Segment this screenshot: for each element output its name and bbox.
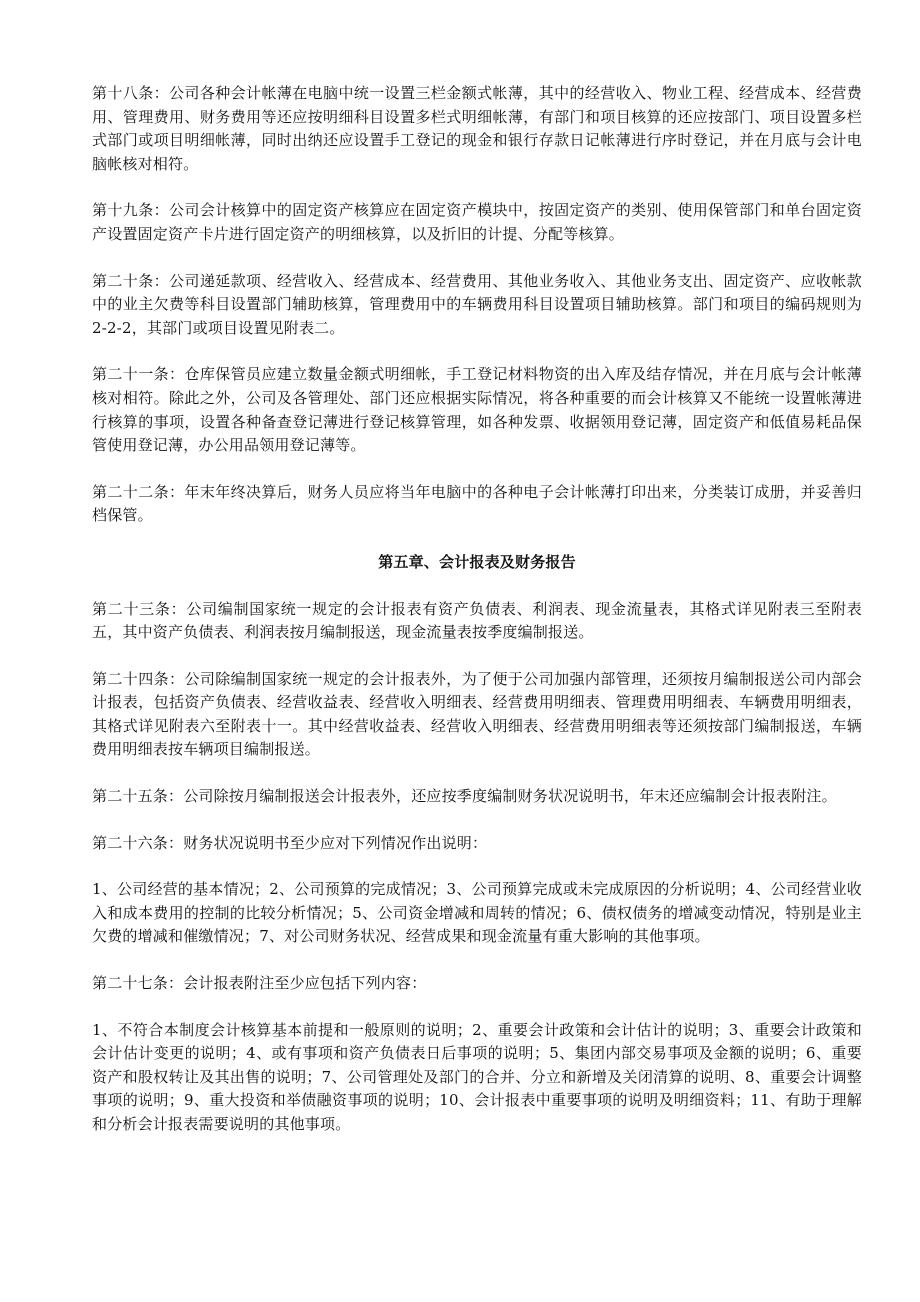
article-18: 第十八条：公司各种会计帐薄在电脑中统一设置三栏金额式帐薄，其中的经营收入、物业工程、经营成本、经营费用、管理费用、财务费用等还应按明细科目设置多栏式明细帐薄，有部门和项目核算的还应按部门、项目设置多栏式部门或项目明细帐薄，同时出纳还应设置手工登记的现金和银行存款日记帐薄进行序时登记，并在月底与会计电脑帐核对相符。 [92, 84, 862, 173]
article-27-list: 1、不符合本制度会计核算基本前提和一般原则的说明；2、重要会计政策和会计估计的说明；3、重要会计政策和会计估计变更的说明；4、或有事项和资产负债表日后事项的说明；5、集团内部交易事项及金额的说明；6、重要资产和股权转让及其出售的说明；7、公司管理处及部门的合并、分立和新增及关闭清算的说明、8、重要会计调整事项的说明；9、重大投资和举债融资事项的说明；10、会计报表中重要事项的说明及明细资料；11、有助于理解和分析会计报表需要说明的其他事项。 [92, 1020, 862, 1133]
article-21: 第二十一条：仓库保管员应建立数量金额式明细帐，手工登记材料物资的出入库及结存情况，并在月底与会计帐薄核对相符。除此之外，公司及各管理处、部门还应根据实际情况，将各种重要的而会计核算又不能统一设置帐薄进行核算的事项，设置各种备查登记薄进行登记核算管理，如各种发票、收据领用登记薄，固定资产和低值易耗品保管使用登记薄，办公用品领用登记薄等。 [92, 365, 862, 455]
article-26: 第二十六条：财务状况说明书至少应对下列情况作出说明： [92, 833, 488, 852]
article-22: 第二十二条：年末年终决算后，财务人员应将当年电脑中的各种电子会计帐薄打印出来，分类装订成册，并妥善归档保管。 [92, 482, 862, 525]
article-26-list: 1、公司经营的基本情况；2、公司预算的完成情况；3、公司预算完成或未完成原因的分析说明；4、公司经营业收入和成本费用的控制的比较分析情况；5、公司资金增减和周转的情况；6、债权债务的增减变动情况，特别是业主欠费的增减和催缴情况；7、对公司财务状况、经营成果和现金流量有重大影响的其他事项。 [92, 880, 862, 946]
article-27: 第二十七条：会计报表附注至少应包括下列内容： [92, 974, 427, 993]
document-page [92, 82, 862, 1160]
article-20: 第二十条：公司递延款项、经营收入、经营成本、经营费用、其他业务收入、其他业务支出、固定资产、应收帐款中的业主欠费等科目设置部门辅助核算，管理费用中的车辆费用科目设置项目辅助核算。部门和项目的编码规则为 2-2-2，其部门或项目设置见附表二。 [92, 271, 862, 337]
article-23: 第二十三条：公司编制国家统一规定的会计报表有资产负债表、利润表、现金流量表，其格式详见附表三至附表五，其中资产负债表、利润表按月编制报送，现金流量表按季度编制报送。 [92, 599, 862, 642]
article-25: 第二十五条：公司除按月编制报送会计报表外，还应按季度编制财务状况说明书，年末还应编制会计报表附注。 [92, 787, 837, 806]
chapter-heading: 第五章、会计报表及财务报告 [378, 552, 576, 571]
article-19: 第十九条：公司会计核算中的固定资产核算应在固定资产模块中，按固定资产的类别、使用保管部门和单台固定资产设置固定资产卡片进行固定资产的明细核算，以及折旧的计提、分配等核算。 [92, 201, 862, 243]
article-24: 第二十四条：公司除编制国家统一规定的会计报表外，为了便于公司加强内部管理，还须按月编制报送公司内部会计报表，包括资产负债表、经营收益表、经营收入明细表、经营费用明细表、管理费用明细表、车辆费用明细表，其格式详见附表六至附表十一。其中经营收益表、经营收入明细表、经营费用明细表等还须按部门编制报送，车辆费用明细表按车辆项目编制报送。 [92, 669, 862, 759]
